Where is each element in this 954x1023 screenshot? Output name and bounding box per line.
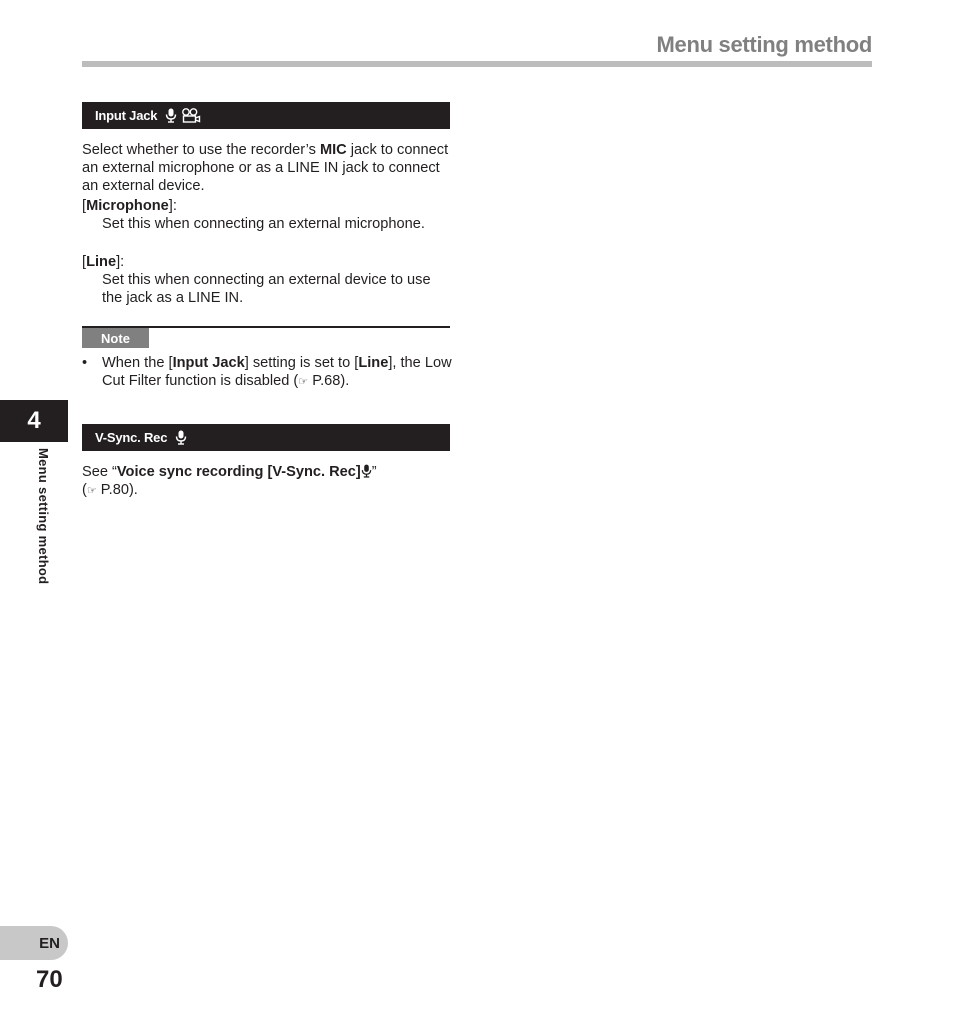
input-jack-heading-bar — [82, 102, 450, 129]
note-bullet — [82, 354, 452, 391]
chapter-number-tab: 4 — [0, 400, 68, 442]
option-line-label: [Line]: — [82, 254, 125, 270]
language-badge: EN — [0, 926, 68, 960]
input-jack-heading: Input Jack — [95, 108, 158, 123]
option-microphone-label: [Microphone]: — [82, 198, 177, 214]
reference-hand-icon: ☞ — [298, 376, 309, 388]
vsync-heading: V-Sync. Rec — [95, 430, 168, 445]
option-microphone — [82, 197, 452, 233]
option-microphone-description: Set this when connecting an external microphone. — [102, 216, 425, 232]
reference-hand-icon: ☞ — [86, 485, 97, 497]
input-jack-intro: Select whether to use the recorder’s MIC jack to connect an external microphone or as a LINE IN jack to connect an external device. — [82, 142, 449, 194]
page-header-title: Menu setting method — [656, 32, 872, 57]
microphone-icon — [165, 108, 177, 123]
chapter-side-label: Menu setting method — [36, 448, 51, 585]
note-text: When the [Input Jack] setting is set to [Line], the Low Cut Filter function is disabled (☞ P.68). — [102, 355, 452, 389]
movie-camera-icon — [181, 108, 201, 123]
microphone-icon — [175, 430, 187, 445]
page-number: 70 — [36, 966, 63, 993]
option-line — [82, 253, 452, 307]
vsync-reference: See “Voice sync recording [V-Sync. Rec] ” (☞ P.80). — [82, 464, 377, 498]
header-divider — [82, 61, 872, 67]
microphone-icon — [361, 464, 372, 480]
note-label: Note — [82, 328, 149, 348]
option-line-description: Set this when connecting an external device to use the jack as a LINE IN. — [102, 272, 431, 306]
bullet-dot: • — [82, 355, 88, 371]
vsync-link-text: Voice sync recording [V-Sync. Rec] — [116, 464, 361, 480]
vsync-heading-bar — [82, 424, 450, 451]
